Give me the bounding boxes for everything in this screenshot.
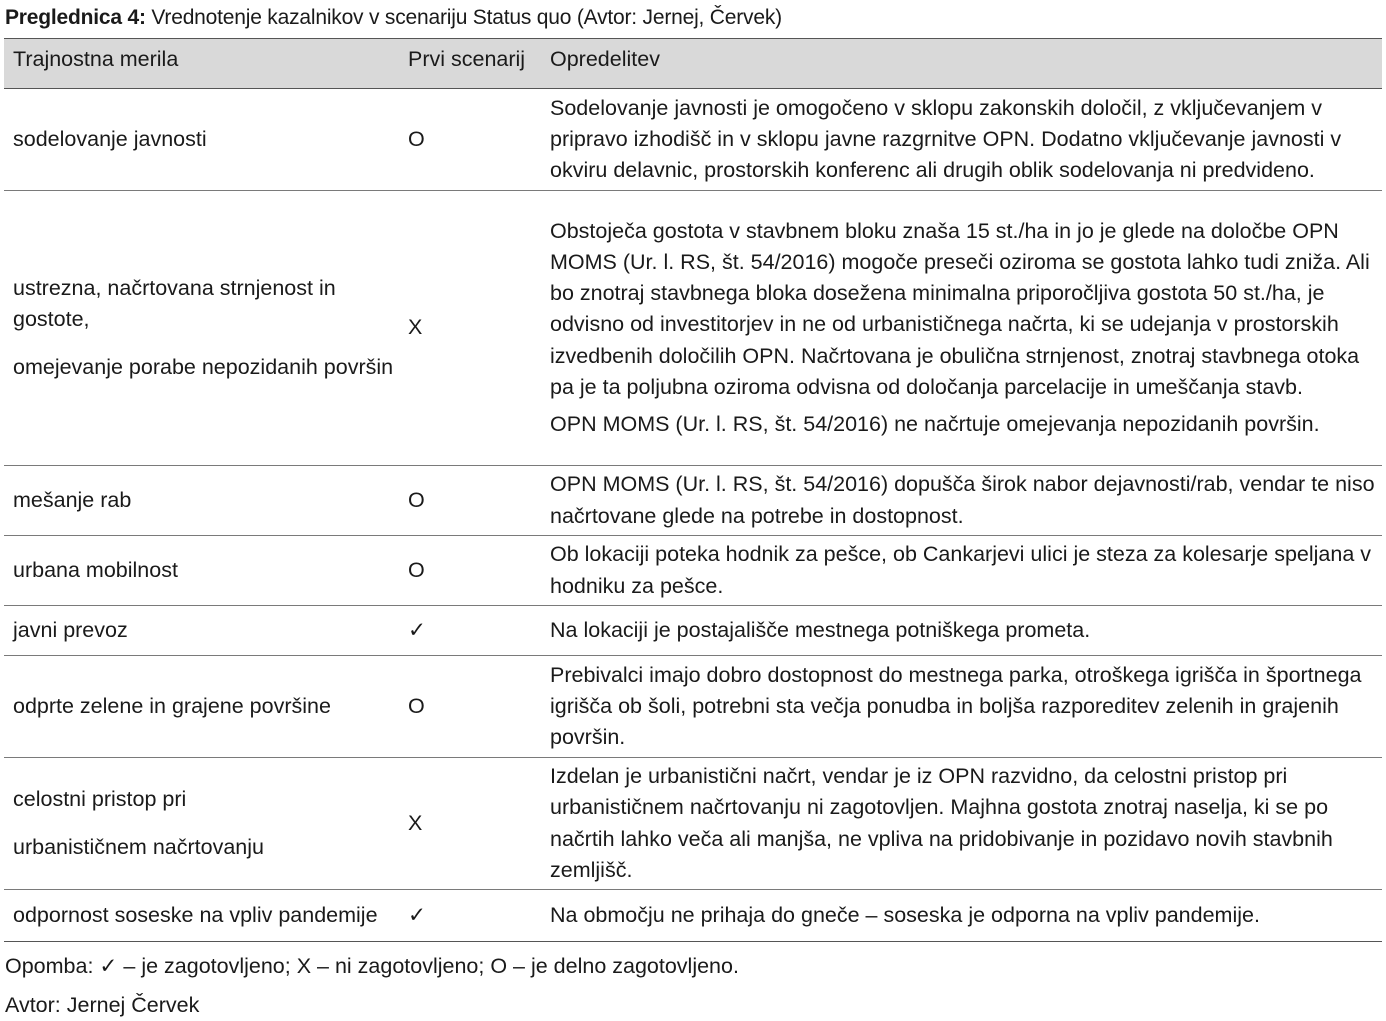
criterion-cell: [4, 606, 399, 656]
definition-paragraph: Ob lokaciji poteka hodnik za pešce, ob Cankarjevi ulici je steza za kolesarje speljana v hodniku za pešce.: [550, 542, 1372, 598]
table-row: [4, 536, 1382, 606]
criterion-text: sodelovanje javnosti: [13, 126, 207, 151]
criterion-cell: [4, 656, 399, 758]
rating-cell: [399, 606, 540, 656]
table-legend-note: Opomba: ✓ – je zagotovljeno; X – ni zagotovljeno; O – je delno zagotovljeno.: [5, 954, 739, 978]
rating-symbol: ✓: [408, 617, 427, 642]
definition-paragraph: Na lokaciji je postajališče mestnega potniškega prometa.: [550, 617, 1091, 642]
definition-paragraph: Na območju ne prihaja do gneče – soseska je odporna na vpliv pandemije.: [550, 902, 1260, 927]
rating-symbol: O: [408, 126, 425, 151]
definition-paragraph: OPN MOMS (Ur. l. RS, št. 54/2016) dopušča širok nabor dejavnosti/rab, vendar te niso načrtovane glede na potrebe in dostopnost.: [550, 472, 1375, 528]
rating-cell: [399, 466, 540, 536]
definition-cell: [540, 191, 1382, 466]
indicators-table: [4, 38, 1382, 942]
table-row: [4, 758, 1382, 890]
definition-cell: [540, 536, 1382, 606]
rating-symbol: ✓: [408, 902, 427, 927]
table-row: [4, 890, 1382, 942]
table-body: [4, 89, 1382, 942]
definition-paragraph: Obstoječa gostota v stavbnem bloku znaša 15 st./ha in jo je glede na določbe OPN MOMS (Ur. l. RS, št. 54/2016) mogoče preseči oziroma se gostota lahko tudi zniža. Ali bo znotraj stavbnega bloka dosežena minimalna priporočljiva gostota 50 st./ha, je odvisno od investitorjev in ne od urbanističnega načrta, ki se udejanja v prostorskih izvedbenih določilih OPN. Načrtovana je obulična strnjenost, znotraj stavbnega otoka pa je ta poljubna oziroma odvisna od določanja parcelacije in umeščanja stavb.: [550, 218, 1370, 399]
rating-cell: [399, 89, 540, 191]
table-row: [4, 191, 1382, 466]
criterion-text: urbana mobilnost: [13, 557, 178, 582]
definition-paragraph: OPN MOMS (Ur. l. RS, št. 54/2016) ne načrtuje omejevanja nepozidanih površin.: [550, 412, 1320, 436]
caption-label: Preglednica 4:: [5, 6, 146, 29]
table-header: [4, 39, 1382, 89]
table-row: [4, 656, 1382, 758]
definition-cell: [540, 89, 1382, 191]
caption-text: Vrednotenje kazalnikov v scenariju Status quo (Avtor: Jernej, Červek): [145, 6, 782, 29]
rating-cell: [399, 191, 540, 466]
definition-cell: [540, 466, 1382, 536]
table-caption: [5, 4, 782, 32]
rating-cell: [399, 890, 540, 942]
rating-cell: [399, 656, 540, 758]
definition-cell: [540, 758, 1382, 890]
header-criteria: Trajnostna merila: [4, 39, 399, 89]
criterion-text: mešanje rab: [13, 487, 132, 512]
criterion-cell: [4, 89, 399, 191]
rating-cell: [399, 536, 540, 606]
rating-symbol: O: [408, 693, 425, 718]
criterion-cell: [4, 758, 399, 890]
criterion-text: javni prevoz: [13, 617, 128, 642]
header-row: [4, 39, 1382, 89]
criterion-text: celostni pristop pri: [13, 787, 187, 812]
criterion-text: urbanističnem načrtovanju: [13, 834, 264, 859]
criterion-text: ustrezna, načrtovana strnjenost in gostote,: [13, 276, 336, 332]
table-row: [4, 606, 1382, 656]
table-row: [4, 89, 1382, 191]
criterion-text: omejevanje porabe nepozidanih površin: [13, 354, 394, 379]
definition-cell: [540, 656, 1382, 758]
header-definition: Opredelitev: [540, 39, 1382, 89]
definition-paragraph: Izdelan je urbanistični načrt, vendar je iz OPN razvidno, da celostni pristop pri urbanističnem načrtovanju ni zagotovljen. Majhna gostota znotraj naselja, ki se po načrtih lahko veča ali manjša, ne vpliva na pridobivanje in pozidavo novih stavbnih zemljišč.: [550, 764, 1333, 882]
rating-symbol: X: [408, 810, 423, 835]
criterion-cell: [4, 536, 399, 606]
criterion-text: odpornost soseske na vpliv pandemije: [13, 902, 378, 927]
definition-cell: [540, 606, 1382, 656]
criterion-cell: [4, 191, 399, 466]
definition-cell: [540, 890, 1382, 942]
rating-symbol: X: [408, 315, 423, 340]
criterion-text: odprte zelene in grajene površine: [13, 693, 331, 718]
criterion-cell: [4, 890, 399, 942]
table-row: [4, 466, 1382, 536]
table-author-note: Avtor: Jernej Červek: [5, 993, 200, 1017]
rating-symbol: O: [408, 557, 425, 582]
definition-paragraph: Sodelovanje javnosti je omogočeno v sklopu zakonskih določil, z vključevanjem v pripravo izhodišč in v sklopu javne razgrnitve OPN. Dodatno vključevanje javnosti v okviru delavnic, prostorskih konferenc ali drugih oblik sodelovanja ni predvideno.: [550, 95, 1342, 183]
rating-symbol: O: [408, 487, 425, 512]
criterion-cell: [4, 466, 399, 536]
definition-paragraph: Prebivalci imajo dobro dostopnost do mestnega parka, otroškega igrišča in športnega igrišča ob šoli, potrebni sta večja ponudba in boljša razporeditev zelenih in grajenih površin.: [550, 662, 1362, 750]
header-scenario: Prvi scenarij: [399, 39, 540, 89]
rating-cell: [399, 758, 540, 890]
